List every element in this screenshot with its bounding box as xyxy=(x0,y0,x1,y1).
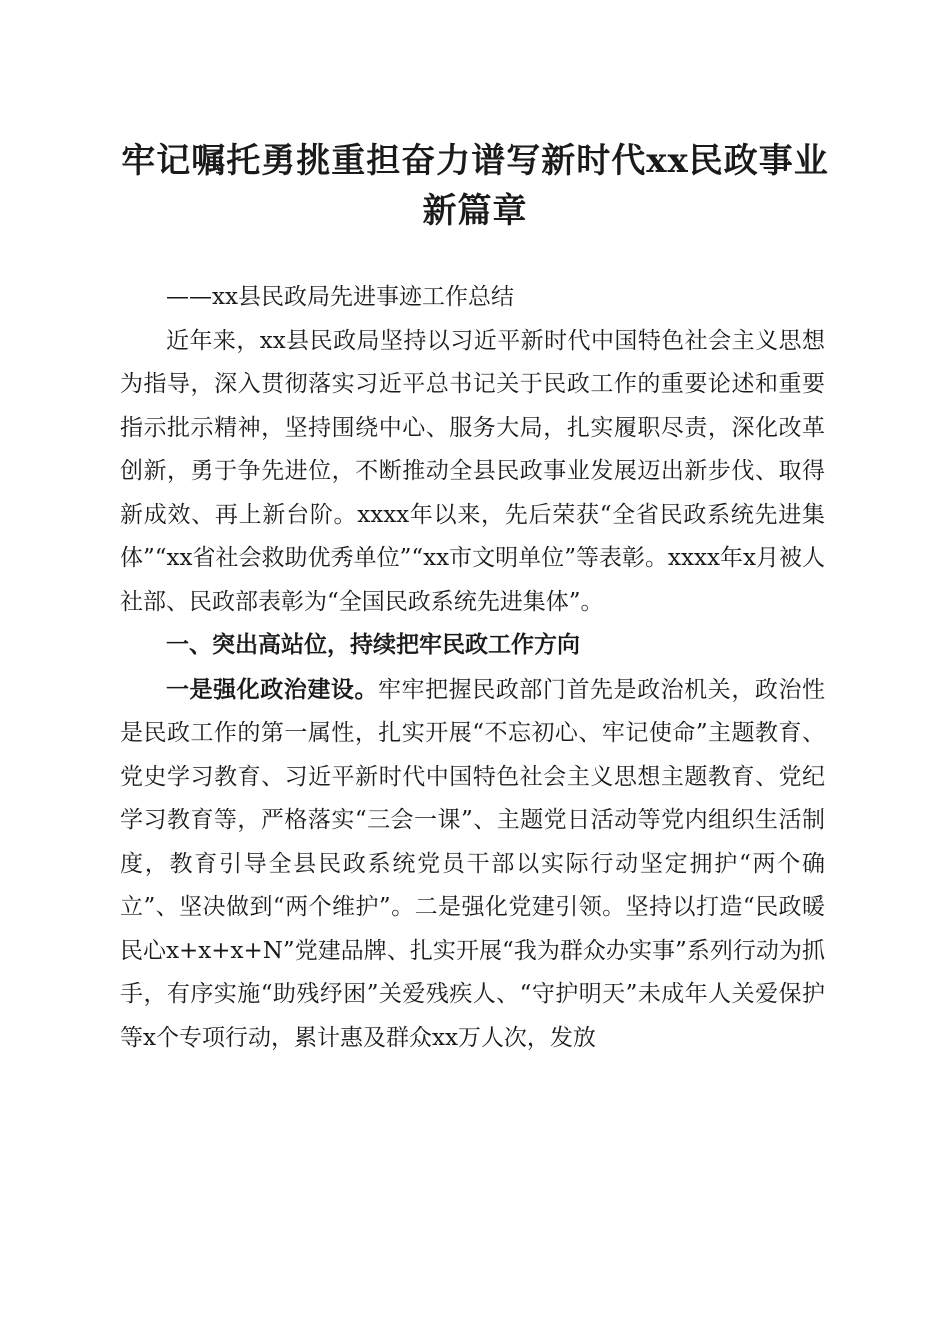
document-body xyxy=(120,276,825,1060)
section-paragraph xyxy=(120,668,825,1061)
document-title: 牢记嘱托勇挑重担奋力谱写新时代xx民政事业新篇章 xyxy=(121,141,829,231)
paragraph-text: 牢牢把握民政部门首先是政治机关，政治性是民政工作的第一属性，扎实开展“不忘初心、牢记使命”主题教育、党史学习教育、习近平新时代中国特色社会主义思想主题教育、党纪学习教育等，严格落实“三会一课”、主题党日活动等党内组织生活制度，教育引导全县民政系统党员干部以实际行动坚定拥护“两个确立”、坚决做到“两个维护”。二是强化党建引领。坚持以打造“民政暖民心x+x+x+N”党建品牌、扎实开展“我为群众办实事”系列行动为抓手，有序实施“助残纾困”关爱残疾人、“守护明天”未成年人关爱保护等x个专项行动，累计惠及群众xx万人次，发放 xyxy=(120,676,826,1051)
section-heading: 一、突出高站位，持续把牢民政工作方向 xyxy=(166,632,580,658)
intro-paragraph: 近年来，xx县民政局坚持以习近平新时代中国特色社会主义思想为指导，深入贯彻落实习近平总书记关于民政工作的重要论述和重要指示批示精神，坚持围绕中心、服务大局，扎实履职尽责，深化改革创新，勇于争先进位，不断推动全县民政事业发展迈出新步伐、取得新成效、再上新台阶。xxxx年以来，先后荣获“全省民政系统先进集体”“xx省社会救助优秀单位”“xx市文明单位”等表彰。xxxx年x月被人社部、民政部表彰为“全国民政系统先进集体”。 xyxy=(120,327,825,615)
paragraph-lead: 一是强化政治建设。 xyxy=(166,675,378,703)
document-subtitle: ——xx县民政局先进事迹工作总结 xyxy=(166,284,514,310)
